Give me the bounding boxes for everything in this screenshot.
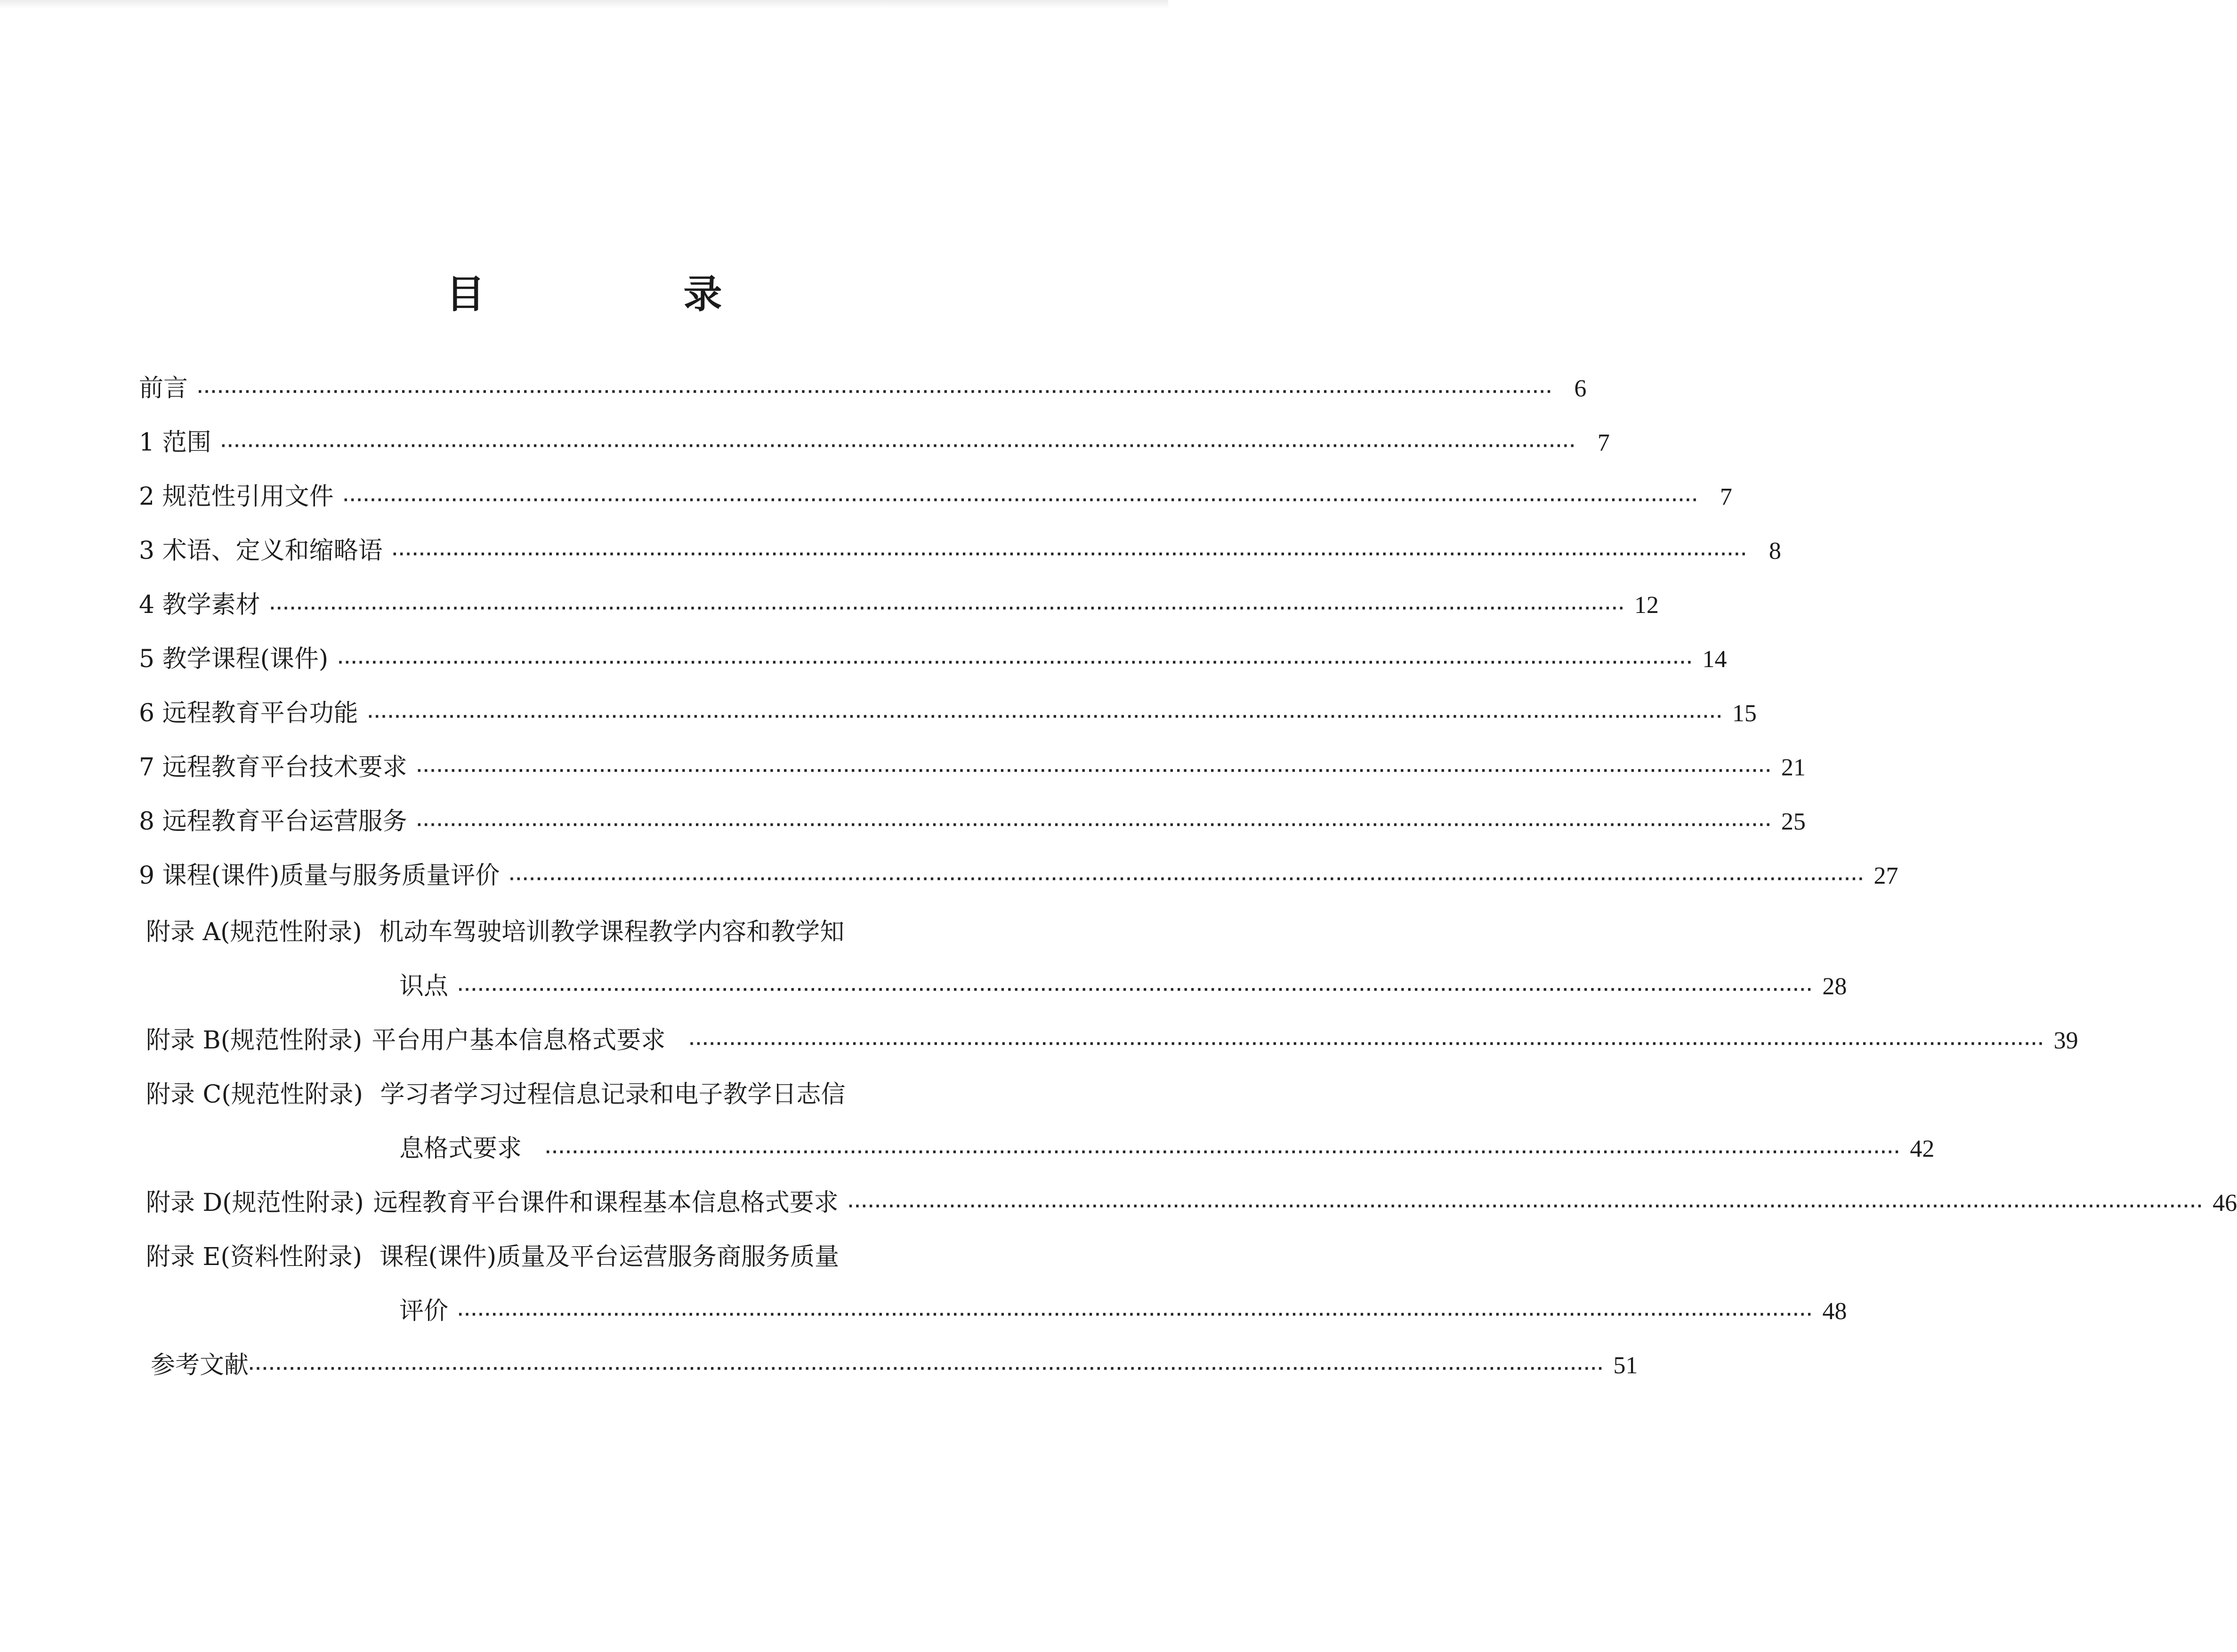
appendix-prefix: 附录 D(规范性附录) bbox=[146, 1189, 364, 1217]
toc-entry-references[interactable] bbox=[151, 1349, 1638, 1386]
toc-entry-label: 息格式要求 bbox=[399, 1135, 522, 1163]
appendix-prefix: 附录 E(资料性附录) bbox=[146, 1243, 363, 1271]
leader-dots: ········································································································································································································ bbox=[338, 654, 1694, 671]
toc-entry-scope[interactable] bbox=[139, 426, 1610, 463]
toc-entry-page: 28 bbox=[1822, 973, 1847, 1000]
toc-appendix-a-line1[interactable] bbox=[146, 916, 844, 949]
toc-entry-courses[interactable] bbox=[139, 643, 1727, 679]
toc-entry-page: 6 bbox=[1574, 375, 1587, 402]
toc-appendix-b[interactable] bbox=[146, 1024, 2078, 1061]
toc-entry-page: 12 bbox=[1634, 592, 1659, 619]
leader-dots: ········································································································································································································ bbox=[220, 438, 1576, 454]
leader-dots: ········································································································································································································ bbox=[392, 546, 1748, 563]
leader-dots: ········································································································································································································ bbox=[367, 709, 1723, 725]
toc-entry-label: 3 术语、定义和缩略语 bbox=[139, 537, 383, 565]
leader-dots: ········································································································································································································ bbox=[848, 1198, 2204, 1215]
toc-entry-page: 48 bbox=[1822, 1298, 1847, 1325]
toc-entry-label bbox=[146, 1186, 839, 1219]
toc-entry-page: 42 bbox=[1910, 1136, 1935, 1162]
toc-entry-page: 8 bbox=[1769, 538, 1781, 564]
toc-entry-page: 46 bbox=[2213, 1190, 2237, 1217]
appendix-prefix: 附录 A(规范性附录) bbox=[146, 918, 362, 946]
toc-entry-label: 7 远程教育平台技术要求 bbox=[139, 753, 407, 782]
appendix-title: 远程教育平台课件和课程基本信息格式要求 bbox=[373, 1189, 839, 1217]
leader-dots: ········································································································································································································ bbox=[249, 1361, 1605, 1377]
appendix-title: 平台用户基本信息格式要求 bbox=[371, 1026, 666, 1055]
toc-entry-terms[interactable] bbox=[139, 534, 1781, 571]
toc-entry-page: 15 bbox=[1732, 700, 1757, 727]
toc-entry-label: 参考文献 bbox=[151, 1351, 249, 1379]
toc-entry-label: 6 远程教育平台功能 bbox=[139, 699, 358, 727]
toc-entry-page: 27 bbox=[1874, 862, 1898, 889]
toc-appendix-a[interactable] bbox=[399, 970, 1847, 1007]
leader-dots: ········································································································································································································ bbox=[509, 871, 1865, 887]
toc-entry-page: 39 bbox=[2053, 1027, 2078, 1054]
leader-dots: ········································································································································································································ bbox=[545, 1144, 1901, 1160]
leader-dots: ········································································································································································································ bbox=[458, 982, 1814, 998]
leader-dots: ········································································································································································································ bbox=[689, 1036, 2045, 1052]
toc-entry-label: 5 教学课程(课件) bbox=[139, 645, 329, 673]
toc-entry-preface[interactable] bbox=[139, 372, 1587, 409]
toc-entry-page: 21 bbox=[1781, 754, 1806, 781]
leader-dots: ········································································································································································································ bbox=[458, 1306, 1814, 1323]
toc-entry-operation-services[interactable] bbox=[139, 805, 1806, 842]
page-title: 目 录 bbox=[446, 272, 802, 317]
appendix-prefix: 附录 C(规范性附录) bbox=[146, 1080, 363, 1109]
toc-entry-platform-functions[interactable] bbox=[139, 697, 1757, 733]
toc-appendix-e[interactable] bbox=[399, 1295, 1847, 1331]
appendix-prefix: 附录 B(规范性附录) bbox=[146, 1026, 363, 1055]
toc-entry-label: 前言 bbox=[139, 374, 188, 403]
toc-entry-page: 14 bbox=[1702, 646, 1727, 673]
leader-dots: ········································································································································································································ bbox=[416, 763, 1772, 779]
toc-appendix-d[interactable] bbox=[146, 1186, 2237, 1223]
toc-appendix-c-line1[interactable] bbox=[146, 1078, 845, 1111]
toc-entry-materials[interactable] bbox=[139, 588, 1659, 625]
toc-entry-page: 51 bbox=[1613, 1352, 1638, 1379]
toc-entry-label: 识点 bbox=[399, 972, 449, 1000]
toc-entry-page: 25 bbox=[1781, 808, 1806, 835]
toc-entry-label: 9 课程(课件)质量与服务质量评价 bbox=[139, 862, 500, 890]
toc-entry-page: 7 bbox=[1597, 429, 1610, 456]
toc-entry-quality-evaluation[interactable] bbox=[139, 859, 1898, 896]
leader-dots: ········································································································································································································ bbox=[197, 384, 1553, 400]
toc-entry-label: 1 范围 bbox=[139, 428, 211, 457]
leader-dots: ········································································································································································································ bbox=[269, 600, 1625, 617]
leader-dots: ········································································································································································································ bbox=[416, 817, 1772, 833]
toc-entry-technical-requirements[interactable] bbox=[139, 751, 1806, 788]
leader-dots: ········································································································································································································ bbox=[343, 492, 1699, 508]
toc-entry-label: 8 远程教育平台运营服务 bbox=[139, 807, 407, 836]
toc-entry-label: 评价 bbox=[399, 1297, 449, 1325]
appendix-title: 学习者学习过程信息记录和电子教学日志信 bbox=[380, 1080, 846, 1109]
toc-appendix-e-line1[interactable] bbox=[146, 1241, 839, 1273]
appendix-title: 课程(课件)质量及平台运营服务商服务质量 bbox=[379, 1243, 840, 1271]
toc-entry-label: 4 教学素材 bbox=[139, 591, 260, 619]
toc-entry-normative-references[interactable] bbox=[139, 480, 1732, 517]
toc-entry-label: 2 规范性引用文件 bbox=[139, 483, 334, 511]
toc-entry-page: 7 bbox=[1720, 484, 1732, 510]
appendix-title: 机动车驾驶培训教学课程教学内容和教学知 bbox=[379, 918, 845, 946]
toc-appendix-c[interactable] bbox=[399, 1132, 1935, 1169]
toc-entry-label bbox=[146, 1024, 665, 1057]
